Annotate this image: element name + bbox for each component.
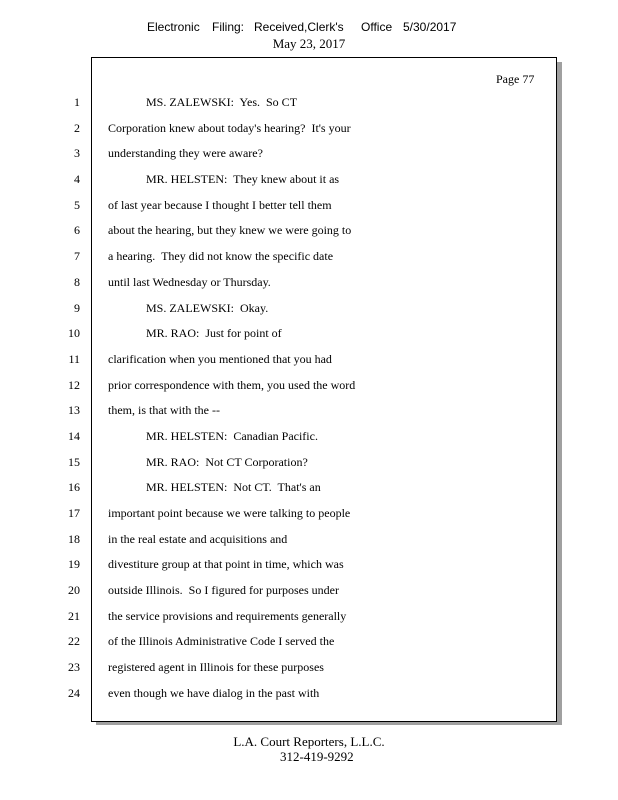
line-text: divestiture group at that point in time, which was [108, 557, 344, 572]
line-text: a hearing. They did not know the specific date [108, 249, 334, 264]
transcript-line [0, 683, 618, 709]
line-number: 4 [74, 172, 80, 187]
line-text: until last Wednesday or Thursday. [108, 274, 271, 289]
transcript-line [0, 143, 618, 169]
transcript-line [0, 426, 618, 452]
transcript-line [0, 375, 618, 401]
filing-stamp [0, 20, 618, 36]
line-text: Corporation knew about today's hearing? It's your [108, 120, 351, 135]
transcript-lines [0, 92, 618, 709]
line-number: 20 [68, 583, 80, 598]
line-number: 7 [74, 249, 80, 264]
transcript-line [0, 195, 618, 221]
line-text: registered agent in Illinois for these purposes [108, 660, 324, 675]
transcript-line [0, 554, 618, 580]
line-number: 3 [74, 146, 80, 161]
transcript-line [0, 118, 618, 144]
stamp-electronic: Electronic [147, 20, 200, 34]
transcript-line [0, 298, 618, 324]
line-text: MR. RAO: Just for point of [146, 326, 282, 341]
transcript-line [0, 631, 618, 657]
transcript-line [0, 529, 618, 555]
line-text: MR. HELSTEN: Not CT. That's an [146, 480, 321, 495]
transcript-line [0, 606, 618, 632]
transcript-line [0, 452, 618, 478]
line-text: clarification when you mentioned that you had [108, 351, 332, 366]
page-number: Page 77 [496, 72, 535, 86]
line-number: 17 [68, 506, 80, 520]
line-text: prior correspondence with them, you used the word [108, 377, 356, 392]
line-number: 18 [68, 531, 80, 546]
transcript-line [0, 272, 618, 298]
stamp-filing: Filing: [212, 20, 245, 34]
line-number: 24 [68, 685, 80, 700]
transcript-line [0, 323, 618, 349]
transcript-date: May 23, 2017 [272, 36, 346, 51]
line-number: 9 [74, 300, 80, 315]
line-number: 1 [74, 95, 80, 109]
transcript-line [0, 657, 618, 683]
line-number: 8 [74, 274, 80, 289]
line-text: MS. ZALEWSKI: Okay. [146, 300, 269, 315]
line-text: the service provisions and requirements generally [108, 608, 347, 623]
transcript-line [0, 349, 618, 375]
transcript-line [0, 400, 618, 426]
line-number: 2 [74, 120, 80, 135]
line-number: 19 [68, 557, 80, 572]
line-text: understanding they were aware? [108, 146, 263, 161]
line-text: MR. HELSTEN: Canadian Pacific. [146, 428, 318, 443]
transcript-line [0, 169, 618, 195]
transcript-line [0, 92, 618, 118]
line-text: of last year because I thought I better tell them [108, 197, 332, 212]
line-text: even though we have dialog in the past with [108, 685, 320, 700]
line-number: 6 [74, 223, 80, 238]
stamp-date: 5/30/2017 [403, 20, 457, 34]
line-text: important point because we were talking to people [108, 506, 351, 520]
line-number: 21 [68, 608, 80, 623]
line-number: 23 [68, 660, 80, 675]
stamp-office: Office [361, 20, 393, 34]
line-text: of the Illinois Administrative Code I served the [108, 634, 335, 649]
line-text: MR. HELSTEN: They knew about it as [146, 172, 340, 187]
line-number: 12 [68, 377, 80, 392]
line-text: outside Illinois. So I figured for purposes under [108, 583, 339, 598]
stamp-received-clerks: Received,Clerk's [254, 20, 344, 34]
line-text: them, is that with the -- [108, 403, 220, 418]
line-text: MS. ZALEWSKI: Yes. So CT [146, 95, 298, 109]
transcript-line [0, 220, 618, 246]
line-number: 14 [68, 428, 80, 443]
line-number: 5 [74, 197, 80, 212]
line-number: 13 [68, 403, 80, 418]
line-number: 22 [68, 634, 80, 649]
footer-phone: 312-419-9292 [280, 749, 354, 764]
line-number: 10 [68, 326, 80, 341]
line-number: 16 [68, 480, 80, 495]
line-number: 11 [68, 351, 80, 366]
line-text: MR. RAO: Not CT Corporation? [146, 454, 308, 469]
footer-company: L.A. Court Reporters, L.L.C. [233, 734, 385, 749]
line-number: 15 [68, 454, 80, 469]
line-text: about the hearing, but they knew we were going to [108, 223, 352, 238]
transcript-line [0, 246, 618, 272]
transcript-line [0, 503, 618, 529]
line-text: in the real estate and acquisitions and [108, 531, 288, 546]
transcript-line [0, 580, 618, 606]
transcript-line [0, 477, 618, 503]
